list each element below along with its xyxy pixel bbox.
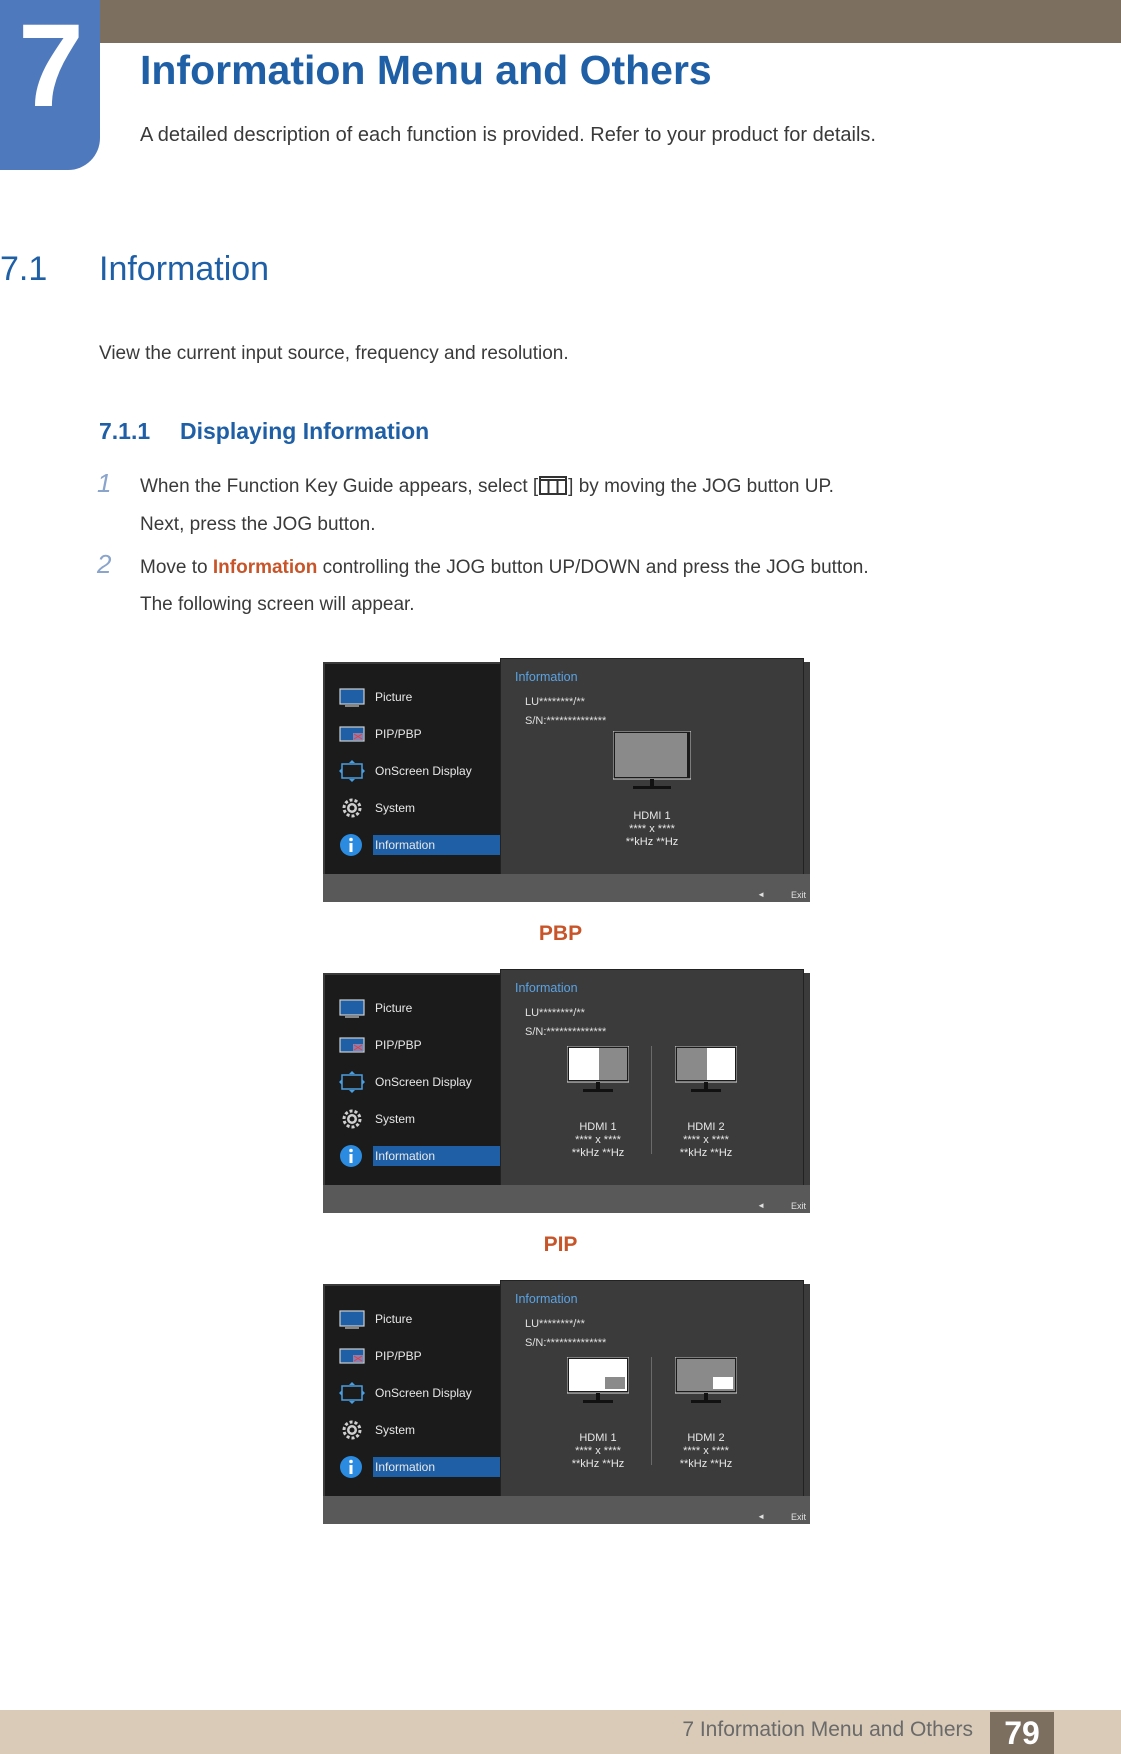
model-line: LU********/** (525, 696, 585, 708)
source-info (592, 810, 712, 849)
model-line: LU********/** (525, 1318, 585, 1330)
step-text-part: ] by moving the JOG button UP. (568, 476, 834, 497)
osd-menu-item[interactable] (339, 1382, 503, 1404)
osd-menu-label: PIP/PBP (375, 1038, 422, 1052)
back-arrow-icon[interactable]: ◄ (757, 890, 765, 899)
source-resolution: **** x **** (683, 1445, 729, 1457)
source-frequency: **kHz **Hz (571, 1147, 625, 1159)
osd-menu-item[interactable] (339, 797, 503, 819)
source-info (646, 1121, 766, 1160)
source-frequency: **kHz **Hz (679, 1458, 733, 1470)
screen-caption: PIP (543, 1233, 578, 1256)
section-title: Information (99, 250, 270, 288)
monitor-graphic (567, 1046, 629, 1099)
panel-title: Information (515, 670, 578, 684)
osd-menu-item[interactable] (339, 723, 503, 745)
osd-menu-label: PIP/PBP (375, 1349, 422, 1363)
panel-title: Information (515, 1292, 578, 1306)
subsection-number: 7.1.1 (99, 418, 151, 444)
osd-menu-label: OnScreen Display (375, 1386, 472, 1400)
source-frequency: **kHz **Hz (571, 1458, 625, 1470)
osd-menu-item[interactable] (339, 1108, 503, 1130)
serial-line: S/N:************** (525, 715, 607, 727)
monitor-graphic (675, 1046, 737, 1099)
osd-menu-label: System (375, 1112, 416, 1126)
osd-menu-label: OnScreen Display (375, 764, 472, 778)
osd-screen-pip (323, 1284, 810, 1524)
osd-menu-label: System (375, 801, 416, 815)
osd-bottom-bar (323, 874, 810, 902)
pip-pbp-icon (339, 723, 365, 745)
osd-screen-single (323, 662, 810, 902)
info-icon (339, 1145, 365, 1167)
exit-button[interactable]: Exit (790, 1201, 806, 1211)
picture-monitor-icon (339, 997, 365, 1019)
osd-menu-label: Information (375, 838, 436, 852)
source-name: HDMI 1 (579, 1432, 617, 1444)
osd-menu-item[interactable] (339, 1145, 503, 1167)
gear-icon (339, 1108, 365, 1130)
info-panel (501, 1281, 803, 1496)
gear-icon (339, 1419, 365, 1441)
osd-menu-item[interactable] (339, 1345, 503, 1367)
step-text-line2: The following screen will appear. (140, 594, 415, 615)
osd-menu-item[interactable] (339, 1071, 503, 1093)
monitor-icon (567, 1357, 629, 1405)
source-info (646, 1432, 766, 1471)
chapter-title: Information Menu and Others (140, 47, 712, 93)
exit-button[interactable]: Exit (790, 890, 806, 900)
monitor-graphic (567, 1357, 629, 1410)
picture-monitor-icon (339, 1308, 365, 1330)
source-resolution: **** x **** (575, 1134, 621, 1146)
footer-chapter-label: 7 Information Menu and Others (682, 1718, 973, 1741)
osd-menu-label: Information (375, 1149, 436, 1163)
monitor-graphic (675, 1357, 737, 1410)
step-number: 2 (97, 549, 112, 579)
source-name: HDMI 2 (687, 1432, 725, 1444)
osd-menu-item[interactable] (339, 686, 503, 708)
osd-menu-item[interactable] (339, 1034, 503, 1056)
osd-menu-label: Information (375, 1460, 436, 1474)
source-resolution: **** x **** (629, 823, 675, 835)
menu-highlight: Information (212, 557, 318, 578)
info-icon (339, 834, 365, 856)
osd-menu-item[interactable] (339, 1308, 503, 1330)
gear-icon (339, 797, 365, 819)
onscreen-display-icon (339, 760, 365, 782)
osd-bottom-bar (323, 1185, 810, 1213)
subsection-title: Displaying Information (180, 418, 430, 444)
osd-menu-item[interactable] (339, 834, 503, 856)
osd-menu-item[interactable] (339, 760, 503, 782)
top-bar (0, 0, 1121, 43)
source-info (538, 1121, 658, 1160)
osd-sidebar (325, 975, 501, 1185)
chapter-number: 7 (18, 0, 84, 132)
exit-button[interactable]: Exit (790, 1512, 806, 1522)
step-text-part: When the Function Key Guide appears, select [ (140, 476, 539, 497)
osd-screen-pbp (323, 973, 810, 1213)
model-line: LU********/** (525, 1007, 585, 1019)
source-name: HDMI 2 (687, 1121, 725, 1133)
source-frequency: **kHz **Hz (625, 836, 679, 848)
onscreen-display-icon (339, 1382, 365, 1404)
serial-line: S/N:************** (525, 1026, 607, 1038)
osd-menu-label: Picture (375, 1312, 413, 1326)
osd-menu-item[interactable] (339, 997, 503, 1019)
osd-bottom-bar (323, 1496, 810, 1524)
info-panel (501, 970, 803, 1185)
pip-pbp-icon (339, 1034, 365, 1056)
osd-menu-label: Picture (375, 690, 413, 704)
osd-menu-label: OnScreen Display (375, 1075, 472, 1089)
step-text (140, 476, 834, 498)
source-resolution: **** x **** (575, 1445, 621, 1457)
osd-menu-label: Picture (375, 1001, 413, 1015)
step-text-part: Move to (140, 557, 213, 578)
panel-title: Information (515, 981, 578, 995)
source-name: HDMI 1 (633, 810, 671, 822)
source-frequency: **kHz **Hz (679, 1147, 733, 1159)
info-panel (501, 659, 803, 874)
osd-sidebar (325, 664, 501, 874)
osd-menu-label: System (375, 1423, 416, 1437)
monitor-icon (675, 1357, 737, 1405)
onscreen-display-icon (339, 1071, 365, 1093)
chapter-subtitle: A detailed description of each function is provided. Refer to your product for details. (140, 124, 876, 146)
section-description: View the current input source, frequency and resolution. (99, 343, 569, 364)
source-resolution: **** x **** (683, 1134, 729, 1146)
serial-line: S/N:************** (525, 1337, 607, 1349)
osd-sidebar (325, 1286, 501, 1496)
picture-monitor-icon (339, 686, 365, 708)
info-icon (339, 1456, 365, 1478)
section-number: 7.1 (0, 250, 48, 288)
menu-key-icon (539, 476, 567, 495)
chapter-tab (0, 0, 100, 170)
pip-pbp-icon (339, 1345, 365, 1367)
osd-menu-label: PIP/PBP (375, 727, 422, 741)
step-text-line2: Next, press the JOG button. (140, 514, 376, 535)
source-info (538, 1432, 658, 1471)
screen-caption: PBP (538, 922, 583, 945)
back-arrow-icon[interactable]: ◄ (757, 1512, 765, 1521)
step-text-part: controlling the JOG button UP/DOWN and press the JOG button. (317, 557, 869, 578)
step-number: 1 (97, 468, 112, 498)
source-name: HDMI 1 (579, 1121, 617, 1133)
monitor-icon (675, 1046, 737, 1094)
osd-menu-item[interactable] (339, 1456, 503, 1478)
monitor-icon (613, 731, 691, 791)
page-number: 79 (990, 1712, 1054, 1754)
osd-menu-item[interactable] (339, 1419, 503, 1441)
monitor-icon (567, 1046, 629, 1094)
back-arrow-icon[interactable]: ◄ (757, 1201, 765, 1210)
monitor-graphic (613, 731, 691, 796)
step-text (140, 557, 869, 579)
